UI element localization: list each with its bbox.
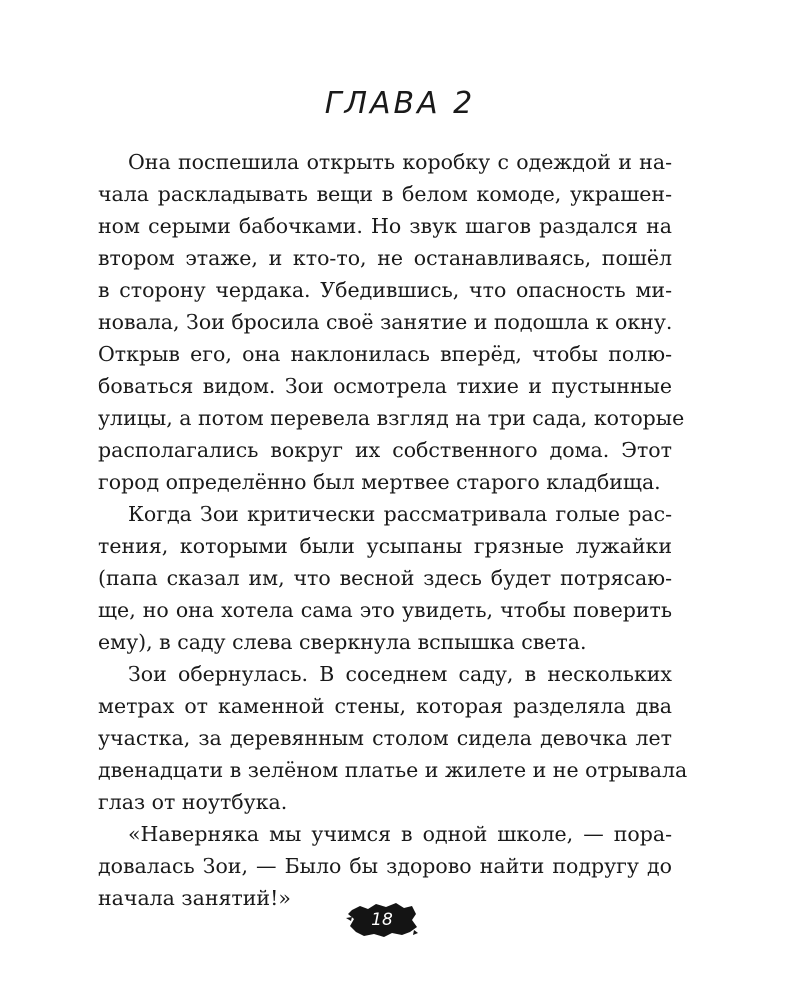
text-line: Открыв его, она наклонилась вперёд, чтобы полю- <box>98 342 672 366</box>
text-line: новала, Зои бросила своё занятие и подошла к окну. <box>98 310 673 334</box>
text-line: улицы, а потом перевела взгляд на три сада, которые <box>98 406 685 430</box>
text-line: боваться видом. Зои осмотрела тихие и пустынные <box>98 374 672 398</box>
text-line: участка, за деревянным столом сидела девочка лет <box>98 726 672 750</box>
text-line: начала занятий!» <box>98 886 291 910</box>
text-line: город определённо был мертвее старого кладбища. <box>98 470 661 494</box>
text-line: ще, но она хотела сама это увидеть, чтобы поверить <box>98 598 672 622</box>
text-line: Она поспешила открыть коробку с одеждой и на- <box>128 150 672 174</box>
text-line: ему), в саду слева сверкнула вспышка света. <box>98 630 587 654</box>
text-line: двенадцати в зелёном платье и жилете и не отрывала <box>98 758 688 782</box>
page-number-badge <box>346 900 418 940</box>
text-line: метрах от каменной стены, которая разделяла два <box>98 694 672 718</box>
text-line: втором этаже, и кто-то, не останавливаясь, пошёл <box>98 246 672 270</box>
chapter-text <box>98 146 688 914</box>
text-line: ном серыми бабочками. Но звук шагов раздался на <box>98 214 672 238</box>
text-line: в сторону чердака. Убедившись, что опасность ми- <box>98 278 672 302</box>
text-line: довалась Зои, — Было бы здорово найти подругу до <box>98 854 672 878</box>
text-line: (папа сказал им, что весной здесь будет потрясаю- <box>98 566 672 590</box>
text-line: «Наверняка мы учимся в одной школе, — пора- <box>128 822 672 846</box>
text-line: располагались вокруг их собственного дома. Этот <box>98 438 672 462</box>
page-number: 18 <box>371 910 393 930</box>
chapter-title: ГЛАВА 2 <box>324 86 476 121</box>
text-line: глаз от ноутбука. <box>98 790 288 814</box>
text-line: Когда Зои критически рассматривала голые рас- <box>128 502 672 526</box>
text-line: чала раскладывать вещи в белом комоде, украшен- <box>98 182 672 206</box>
text-line: Зои обернулась. В соседнем саду, в нескольких <box>128 662 672 686</box>
text-line: тения, которыми были усыпаны грязные лужайки <box>98 534 672 558</box>
